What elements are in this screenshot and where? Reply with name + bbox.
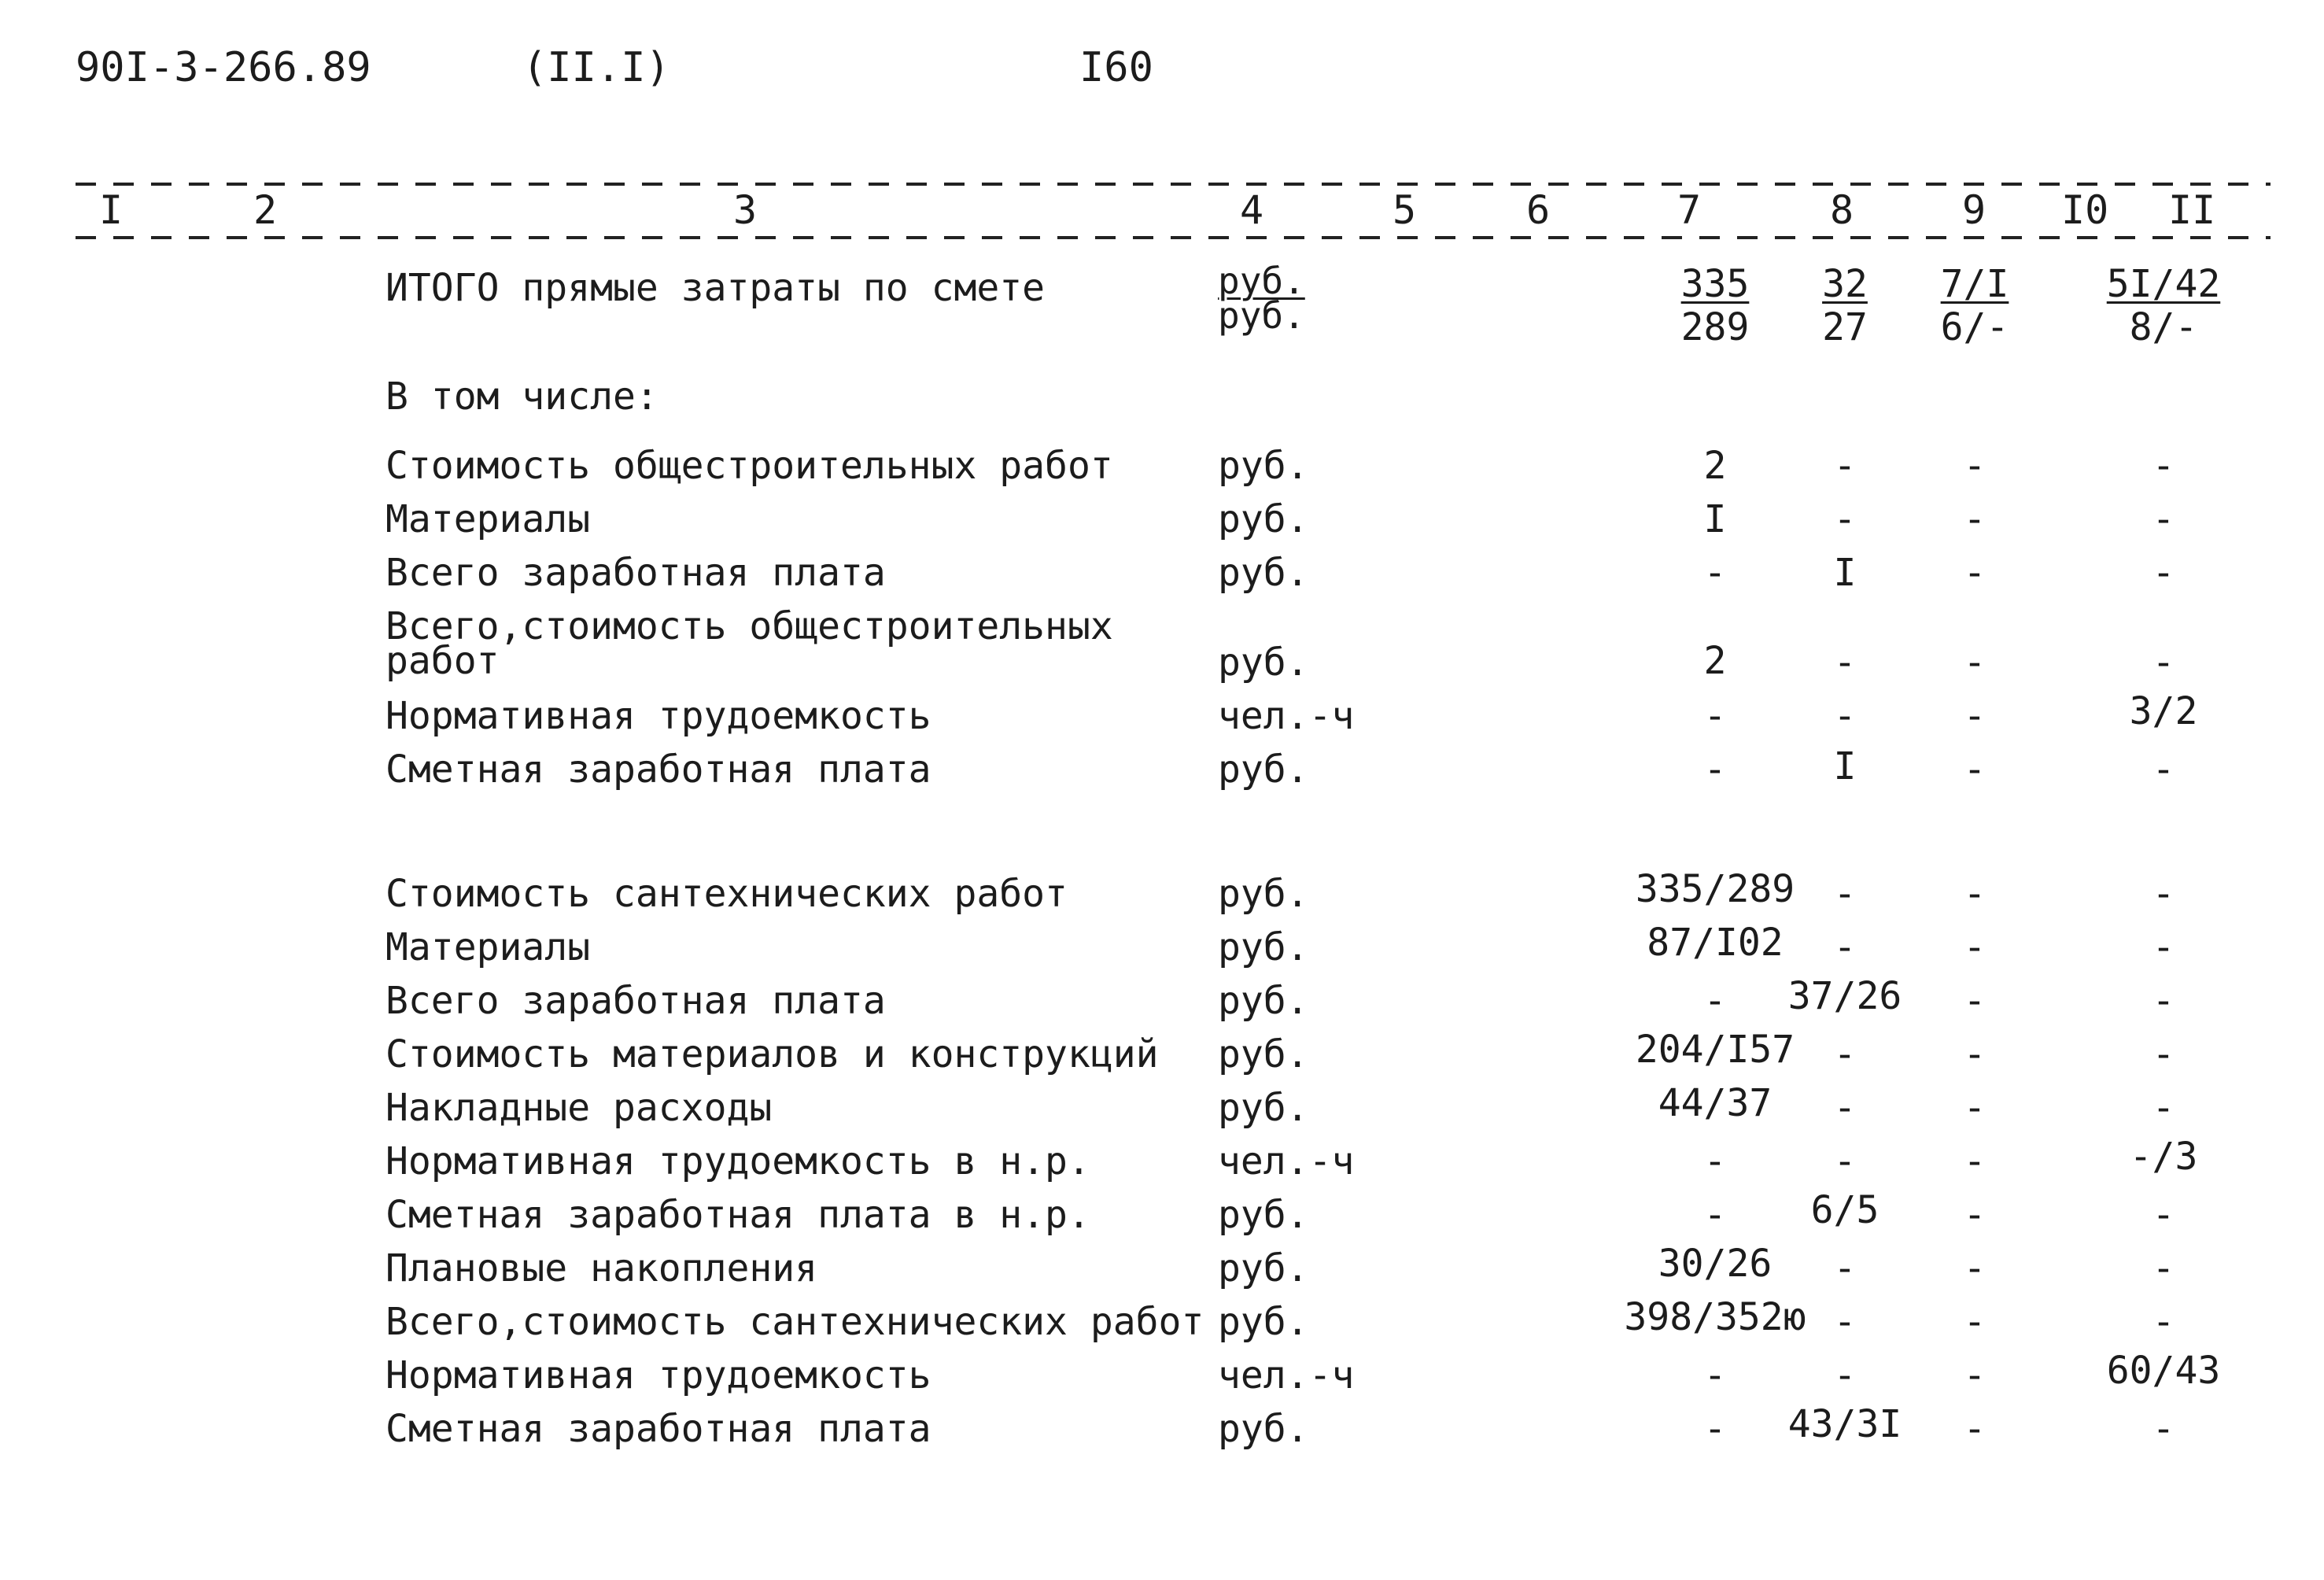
row-col8: - (1833, 1086, 1857, 1130)
total-row-label: ИТОГО прямые затраты по смете (385, 266, 1046, 310)
row-col7: 398/352ю (1624, 1295, 1806, 1339)
row-unit: руб. (1218, 1086, 1309, 1130)
row-col11: - (2152, 872, 2175, 916)
column-number-6: 6 (1526, 187, 1551, 233)
row-col8: - (1833, 497, 1857, 541)
row-col8: 37/26 (1787, 974, 1902, 1018)
column-number-4: 4 (1240, 187, 1264, 233)
row-col9: - (1963, 551, 1986, 595)
row-col8: - (1833, 925, 1857, 969)
row-col8: - (1833, 640, 1857, 685)
row-col9: - (1963, 444, 1986, 488)
row-label: Всего заработная плата (385, 979, 886, 1023)
row-col11: - (2152, 497, 2175, 541)
total-col9-numerator: 7/I (1940, 262, 2009, 306)
row-unit: руб. (1218, 444, 1309, 488)
row-col8: - (1833, 872, 1857, 916)
section-number: (II.I) (522, 44, 670, 91)
row-col11: - (2152, 1300, 2175, 1344)
row-unit: чел.-ч (1218, 1353, 1355, 1397)
header-top-rule (76, 183, 2271, 186)
row-col8: - (1833, 1353, 1857, 1397)
row-col7: - (1703, 551, 1727, 595)
column-number-11: II (2168, 187, 2216, 233)
row-unit: руб. (1218, 979, 1309, 1023)
row-col8: - (1833, 1032, 1857, 1076)
row-col9: - (1963, 1193, 1986, 1237)
row-label: Всего,стоимость сантехнических работ (385, 1300, 1204, 1344)
row-col11: - (2152, 640, 2175, 685)
row-col9: - (1963, 640, 1986, 685)
column-number-7: 7 (1677, 187, 1702, 233)
row-col11: - (2152, 1086, 2175, 1130)
row-col7: - (1703, 979, 1727, 1023)
row-col8: I (1833, 744, 1857, 788)
row-col11: - (2152, 979, 2175, 1023)
row-col9: - (1963, 497, 1986, 541)
row-unit: руб. (1218, 1193, 1309, 1237)
row-unit: руб. (1218, 925, 1309, 969)
row-col7: 2 (1703, 639, 1727, 683)
row-col8: 43/3I (1787, 1402, 1902, 1446)
page-number: I60 (1079, 44, 1153, 91)
row-col7: 87/I02 (1647, 921, 1784, 965)
row-col11: 60/43 (2106, 1349, 2221, 1393)
total-row-col9 (1904, 263, 2045, 349)
row-col9: - (1963, 979, 1986, 1023)
total-row-unit (1218, 260, 1305, 337)
column-number-5: 5 (1393, 187, 1417, 233)
column-number-3: 3 (733, 187, 758, 233)
row-col8: - (1833, 444, 1857, 488)
column-number-1: I (99, 187, 124, 233)
row-col11: - (2152, 1246, 2175, 1290)
row-label: Всего,стоимость общестроительных (385, 604, 1113, 648)
column-number-8: 8 (1830, 187, 1854, 233)
row-col9: - (1963, 1086, 1986, 1130)
total-col7-denominator: 289 (1680, 305, 1750, 350)
row-col7: 30/26 (1658, 1242, 1773, 1286)
total-col11-numerator: 5I/42 (2106, 262, 2221, 306)
header-bottom-rule (76, 236, 2271, 239)
row-col11: - (2152, 1193, 2175, 1237)
row-label: Стоимость материалов и конструкций (385, 1032, 1159, 1076)
row-col8: - (1833, 694, 1857, 738)
row-col11: 3/2 (2129, 689, 2198, 733)
row-label: Стоимость сантехнических работ (385, 872, 1068, 916)
row-col11: - (2152, 1032, 2175, 1076)
row-col9: - (1963, 748, 1986, 792)
total-col7-numerator: 335 (1680, 262, 1750, 306)
row-col7: - (1703, 1139, 1727, 1183)
total-row-col11 (2077, 263, 2250, 349)
row-label: Нормативная трудоемкость (385, 694, 931, 738)
row-unit: руб. (1218, 1407, 1309, 1451)
row-col8: - (1833, 1139, 1857, 1183)
row-label: Плановые накопления (385, 1246, 818, 1290)
row-label: Сметная заработная плата (385, 748, 931, 792)
row-col8: I (1833, 551, 1857, 595)
row-unit: руб. (1218, 748, 1309, 792)
row-col8: - (1833, 1246, 1857, 1290)
row-col7: - (1703, 694, 1727, 738)
column-number-9: 9 (1962, 187, 1986, 233)
row-col9: - (1963, 694, 1986, 738)
row-unit: руб. (1218, 1246, 1309, 1290)
row-col7: - (1703, 1407, 1727, 1451)
row-unit: руб. (1218, 1032, 1309, 1076)
row-unit: руб. (1218, 497, 1309, 541)
row-col11: - (2152, 925, 2175, 969)
row-label: Сметная заработная плата в н.р. (385, 1193, 1090, 1237)
row-col8: 6/5 (1810, 1188, 1879, 1232)
column-number-10: I0 (2061, 187, 2109, 233)
row-col11: - (2152, 444, 2175, 488)
row-label: Нормативная трудоемкость (385, 1353, 931, 1397)
total-row-unit-denominator: руб. (1218, 293, 1305, 337)
row-col9: - (1963, 925, 1986, 969)
row-unit: чел.-ч (1218, 694, 1355, 738)
row-col9: - (1963, 1407, 1986, 1451)
total-col8-denominator: 27 (1822, 305, 1868, 350)
row-col7: 44/37 (1658, 1081, 1773, 1125)
row-col9: - (1963, 1246, 1986, 1290)
row-label-continuation: работ (385, 639, 500, 683)
total-row-col8 (1762, 263, 1927, 349)
row-col9: - (1963, 1300, 1986, 1344)
row-col7: I (1703, 497, 1727, 541)
row-col11: - (2152, 1407, 2175, 1451)
row-label: Материалы (385, 925, 591, 969)
row-label: Нормативная трудоемкость в н.р. (385, 1139, 1090, 1183)
row-col9: - (1963, 1353, 1986, 1397)
total-row-unit-numerator: руб. (1218, 260, 1305, 302)
column-number-2: 2 (253, 187, 278, 233)
row-col8: - (1833, 1300, 1857, 1344)
row-unit: руб. (1218, 872, 1309, 916)
row-unit: чел.-ч (1218, 1139, 1355, 1183)
document-code: 90I-3-266.89 (76, 44, 371, 91)
including-label: В том числе: (385, 375, 658, 419)
row-unit: руб. (1218, 551, 1309, 595)
row-col7: 335/289 (1635, 867, 1795, 911)
row-col9: - (1963, 1139, 1986, 1183)
row-unit: руб. (1218, 640, 1309, 685)
row-col7: - (1703, 1353, 1727, 1397)
row-col7: - (1703, 748, 1727, 792)
row-label: Стоимость общестроительных работ (385, 444, 1113, 488)
row-label: Всего заработная плата (385, 551, 886, 595)
row-label: Сметная заработная плата (385, 1407, 931, 1451)
row-label: Материалы (385, 497, 591, 541)
row-col7: - (1703, 1193, 1727, 1237)
total-col9-denominator: 6/- (1940, 305, 2009, 350)
total-col11-denominator: 8/- (2129, 305, 2198, 350)
row-col7: 2 (1703, 444, 1727, 488)
row-label: Накладные расходы (385, 1086, 773, 1130)
row-col11: -/3 (2129, 1135, 2198, 1179)
total-col8-numerator: 32 (1822, 262, 1868, 306)
row-col9: - (1963, 872, 1986, 916)
row-col7: 204/I57 (1635, 1028, 1795, 1072)
row-col11: - (2152, 748, 2175, 792)
row-col9: - (1963, 1032, 1986, 1076)
row-unit: руб. (1218, 1300, 1309, 1344)
row-col11: - (2152, 551, 2175, 595)
